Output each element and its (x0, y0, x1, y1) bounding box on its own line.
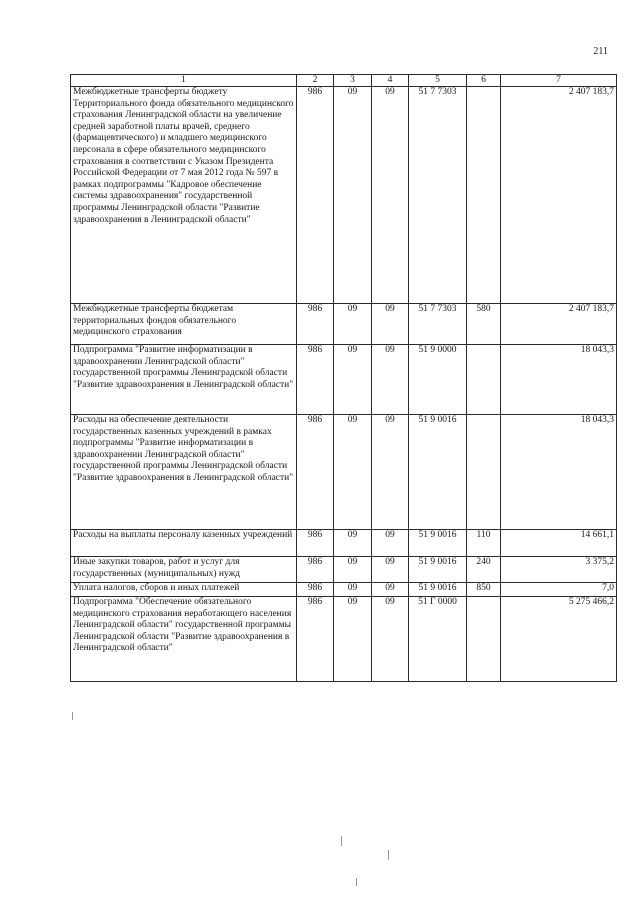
row-name: Межбюджетные трансферты бюджетам территориальных фондов обязательного медицинского страхования (71, 304, 297, 345)
row-target-article: 51 9 0016 (409, 415, 467, 530)
table-row (71, 583, 617, 597)
row-target-article: 51 9 0016 (409, 557, 467, 583)
row-ministry-code: 986 (297, 87, 334, 304)
table-row (71, 87, 617, 304)
budget-table (70, 74, 617, 682)
row-subsection: 09 (372, 415, 409, 530)
row-expense-type: 110 (467, 530, 501, 557)
row-amount: 7,0 (501, 583, 617, 597)
row-expense-type: 580 (467, 304, 501, 345)
row-ministry-code: 986 (297, 557, 334, 583)
row-amount: 2 407 183,7 (501, 304, 617, 345)
row-subsection: 09 (372, 345, 409, 415)
row-amount: 3 375,2 (501, 557, 617, 583)
row-section: 09 (334, 597, 372, 682)
row-expense-type (467, 345, 501, 415)
header-col-2: 2 (297, 75, 334, 87)
row-subsection: 09 (372, 304, 409, 345)
table-row (71, 530, 617, 557)
row-name: Межбюджетные трансферты бюджету Территориального фонда обязательного медицинского страхования Ленинградской области на увеличение средней заработной платы врачей, среднего (фармацевтического) и младшего медицинского персонала в сфере обязательного медицинского страхования в соответствии с Указом Президента Российской Федерации от 7 мая 2012 года № 597 в рамках подпрограммы "Кадровое обеспечение системы здравоохранения" государственной программы Ленинградской области "Развитие здравоохранения в Ленинградской области" (71, 87, 297, 304)
row-section: 09 (334, 583, 372, 597)
row-section: 09 (334, 557, 372, 583)
row-name: Иные закупки товаров, работ и услуг для государственных (муниципальных) нужд (71, 557, 297, 583)
row-target-article: 51 9 0016 (409, 530, 467, 557)
row-amount: 14 661,1 (501, 530, 617, 557)
page-number: 211 (593, 46, 608, 57)
row-target-article: 51 7 7303 (409, 304, 467, 345)
row-target-article: 51 9 0000 (409, 345, 467, 415)
row-section: 09 (334, 87, 372, 304)
row-expense-type (467, 597, 501, 682)
row-amount: 2 407 183,7 (501, 87, 617, 304)
row-ministry-code: 986 (297, 583, 334, 597)
table-row (71, 345, 617, 415)
row-target-article: 51 Г 0000 (409, 597, 467, 682)
row-expense-type (467, 415, 501, 530)
header-row (71, 75, 617, 87)
row-subsection: 09 (372, 557, 409, 583)
scan-mark (388, 850, 389, 860)
row-section: 09 (334, 530, 372, 557)
row-amount: 18 043,3 (501, 345, 617, 415)
row-ministry-code: 986 (297, 345, 334, 415)
row-expense-type (467, 87, 501, 304)
row-ministry-code: 986 (297, 415, 334, 530)
row-name: Подпрограмма "Обеспечение обязательного медицинского страхования неработающего населения Ленинградской области" государственной программы Ленинградской области "Развитие здравоохранения в Ленинградской области" (71, 597, 297, 682)
scan-mark (356, 878, 357, 886)
row-target-article: 51 7 7303 (409, 87, 467, 304)
row-section: 09 (334, 415, 372, 530)
header-col-3: 3 (334, 75, 372, 87)
row-name: Подпрограмма "Развитие информатизации в здравоохранении Ленинградской области" государственной программы Ленинградской области "Развитие здравоохранения в Ленинградской области" (71, 345, 297, 415)
row-target-article: 51 9 0016 (409, 583, 467, 597)
row-name: Уплата налогов, сборов и иных платежей (71, 583, 297, 597)
row-subsection: 09 (372, 530, 409, 557)
row-name: Расходы на выплаты персоналу казенных учреждений (71, 530, 297, 557)
header-col-7: 7 (501, 75, 617, 87)
header-col-6: 6 (467, 75, 501, 87)
row-amount: 18 043,3 (501, 415, 617, 530)
row-section: 09 (334, 345, 372, 415)
row-ministry-code: 986 (297, 530, 334, 557)
table-row (71, 415, 617, 530)
row-subsection: 09 (372, 597, 409, 682)
row-name: Расходы на обеспечение деятельности государственных казенных учреждений в рамках подпрограммы "Развитие информатизации в здравоохранении Ленинградской области" государственной программы Ленинградской области "Развитие здравоохранения в Ленинградской области" (71, 415, 297, 530)
row-amount: 5 275 466,2 (501, 597, 617, 682)
row-expense-type: 240 (467, 557, 501, 583)
header-col-1: 1 (71, 75, 297, 87)
table-row (71, 557, 617, 583)
scan-mark (341, 836, 342, 846)
header-col-5: 5 (409, 75, 467, 87)
row-subsection: 09 (372, 87, 409, 304)
scan-mark (72, 712, 73, 720)
header-col-4: 4 (372, 75, 409, 87)
row-ministry-code: 986 (297, 597, 334, 682)
table-row (71, 597, 617, 682)
row-subsection: 09 (372, 583, 409, 597)
row-ministry-code: 986 (297, 304, 334, 345)
row-section: 09 (334, 304, 372, 345)
table-row (71, 304, 617, 345)
row-expense-type: 850 (467, 583, 501, 597)
